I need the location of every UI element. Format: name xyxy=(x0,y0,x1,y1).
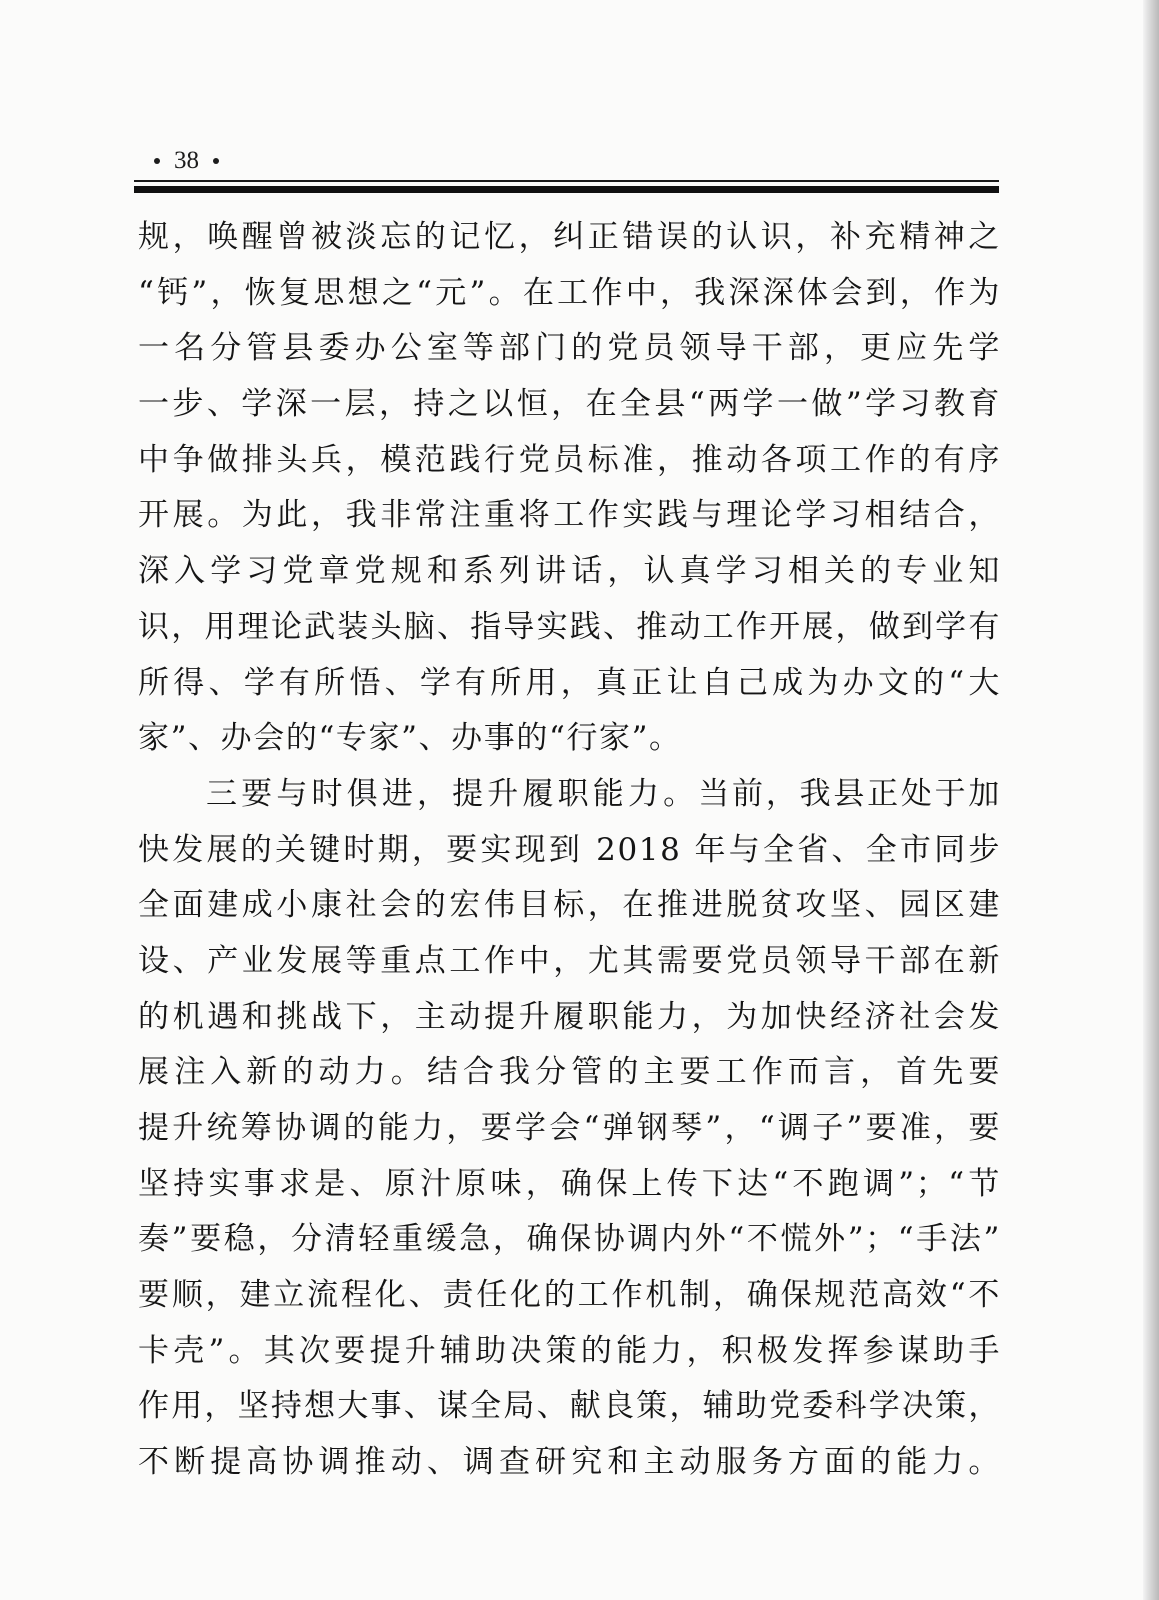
text-line: 家”、办会的“专家”、办事的“行家”。 xyxy=(138,720,682,757)
text-line: 作用，坚持想大事、谋全局、献良策，辅助党委科学决策， xyxy=(138,1388,1001,1425)
text-line: “钙”，恢复思想之“元”。在工作中，我深深体会到，作为 xyxy=(138,274,1001,311)
header-rule-thin xyxy=(134,180,999,182)
text-line: 奏”要稳，分清轻重缓急，确保协调内外“不慌外”；“手法” xyxy=(138,1221,1001,1258)
body-text xyxy=(138,210,1001,1491)
page-number: 38 xyxy=(174,147,199,174)
text-line: 识，用理论武装头脑、指导实践、推动工作开展，做到学有 xyxy=(138,608,1001,645)
text-line: 一步、学深一层，持之以恒，在全县“两学一做”学习教育 xyxy=(138,386,1001,423)
text-line: 要顺，建立流程化、责任化的工作机制，确保规范高效“不 xyxy=(138,1277,1001,1314)
bullet-dot-left xyxy=(154,158,160,164)
bullet-dot-right xyxy=(213,158,219,164)
page-header xyxy=(140,144,233,178)
text-line: 提升统筹协调的能力，要学会“弹钢琴”，“调子”要准，要 xyxy=(138,1110,1001,1146)
scan-edge-shadow xyxy=(1143,0,1159,1600)
text-line: 全面建成小康社会的宏伟目标，在推进脱贫攻坚、园区建 xyxy=(138,887,1001,924)
text-line: 卡壳”。其次要提升辅助决策的能力，积极发挥参谋助手 xyxy=(138,1332,1001,1369)
text-line-rest: 当前，我县正处于加 xyxy=(698,775,1002,812)
text-line: 深入学习党章党规和系列讲话，认真学习相关的专业知 xyxy=(138,553,1001,590)
text-line: 开展。为此，我非常注重将工作实践与理论学习相结合， xyxy=(138,497,1001,534)
header-rule-thick xyxy=(134,186,999,193)
text-line: 一名分管县委办公室等部门的党员领导干部，更应先学 xyxy=(138,330,1001,367)
text-line: 不断提高协调推动、调查研究和主动服务方面的能力。 xyxy=(138,1444,1001,1481)
text-line: 的机遇和挑战下，主动提升履职能力，为加快经济社会发 xyxy=(138,998,1001,1035)
text-line: 规，唤醒曾被淡忘的记忆，纠正错误的认识，补充精神之 xyxy=(138,219,1001,255)
text-line: 快发展的关键时期，要实现到 2018 年与全省、全市同步 xyxy=(138,831,1001,868)
text-line-with-heading xyxy=(138,767,1001,823)
text-line: 中争做排头兵，模范践行党员标准，推动各项工作的有序 xyxy=(138,441,1001,478)
paragraph-heading: 三要与时俱进，提升履职能力。 xyxy=(206,775,699,812)
text-line: 设、产业发展等重点工作中，尤其需要党员领导干部在新 xyxy=(138,942,1001,979)
text-line: 坚持实事求是、原汁原味，确保上传下达“不跑调”；“节 xyxy=(138,1165,1001,1202)
text-line: 展注入新的动力。结合我分管的主要工作而言，首先要 xyxy=(138,1054,1001,1091)
text-line: 所得、学有所悟、学有所用，真正让自己成为办文的“大 xyxy=(138,664,1001,701)
